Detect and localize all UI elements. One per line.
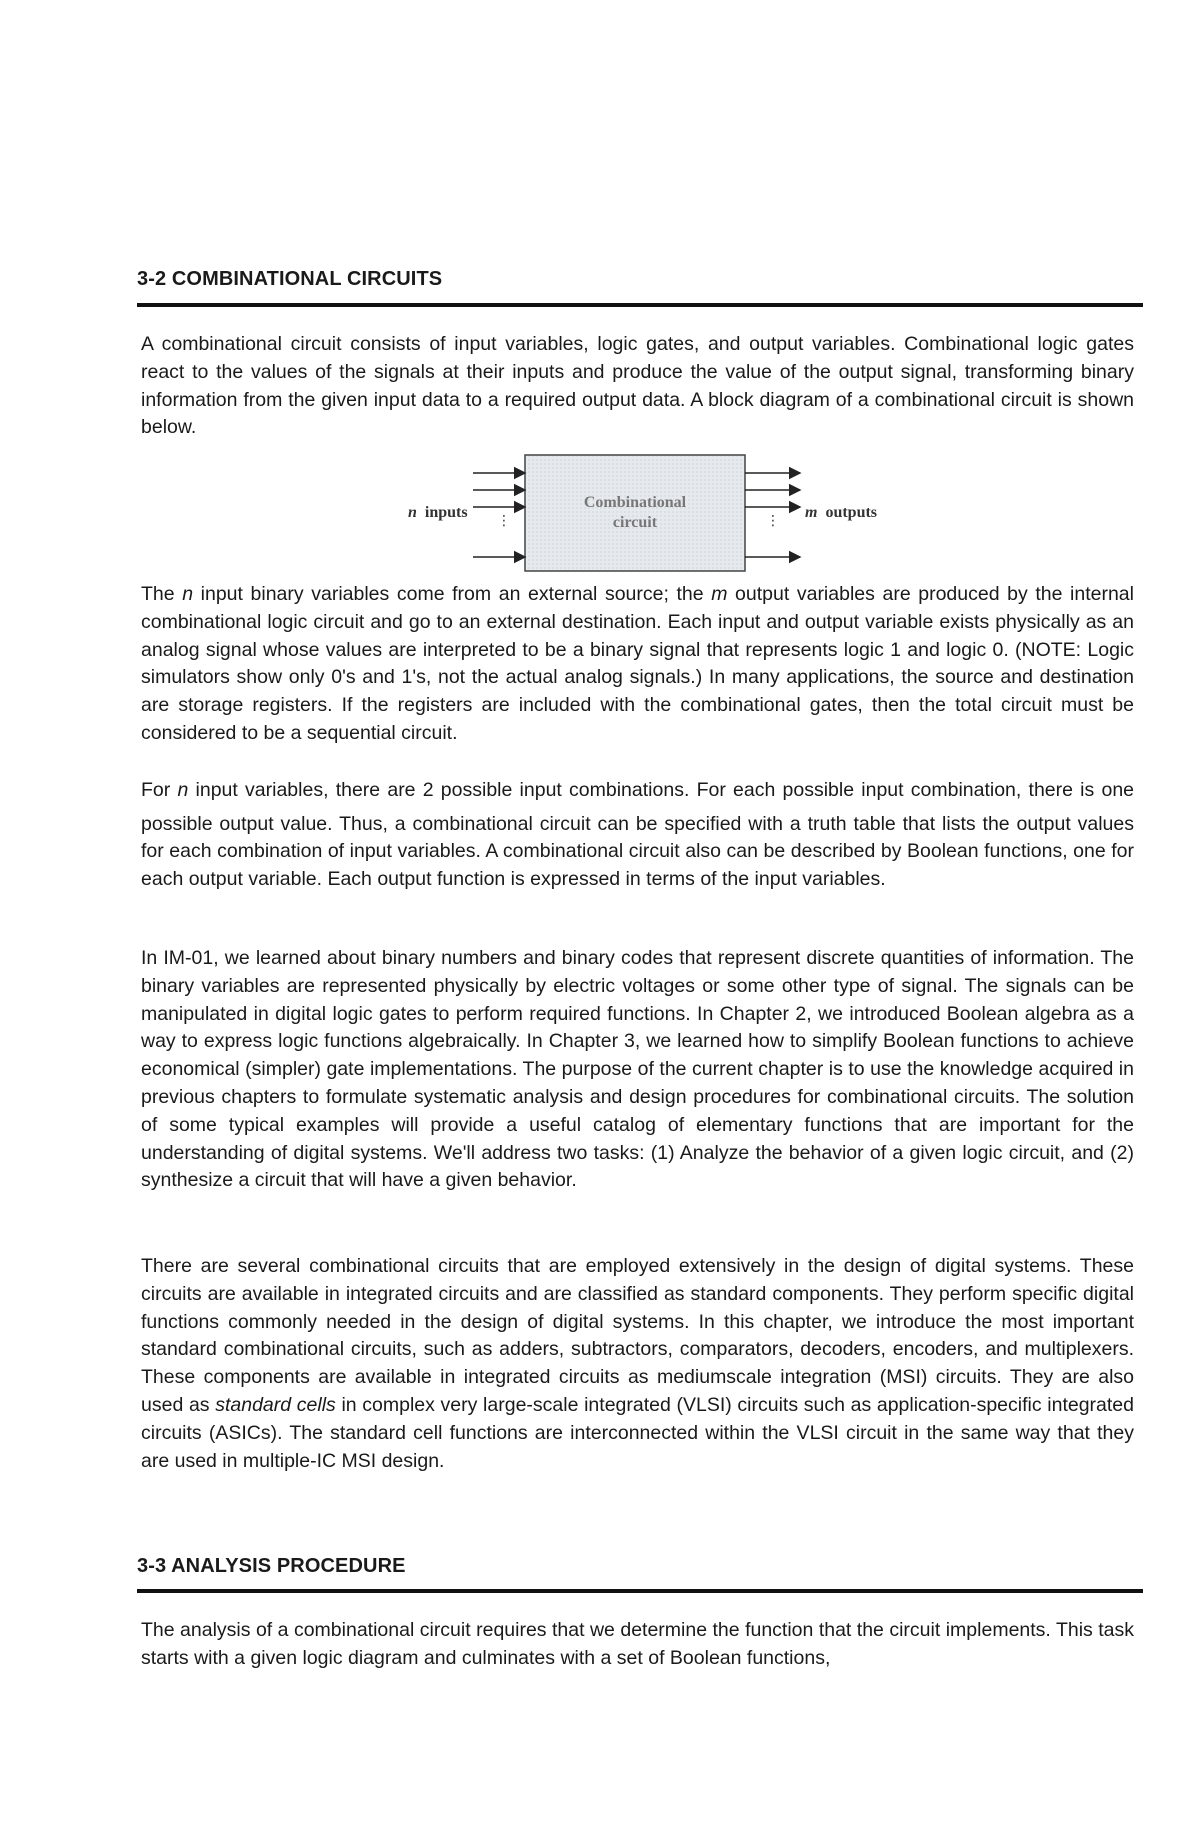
para3-text: possible input combinations. For each possible input combination, there is one possible output value. Thus, a combinational circuit can be specified with a truth table that lists the output values for each combination of input variables. A combinational circuit also can be described by: [141, 779, 1135, 863]
var-n: n: [177, 779, 189, 801]
section-heading-3-2: 3-2 COMBINATIONAL CIRCUITS: [137, 268, 443, 290]
inputs-label-var: n: [408, 504, 417, 521]
output-ellipsis: ⋮: [766, 512, 780, 528]
paragraph-standard-components: [141, 1253, 1134, 1475]
para2-text: output variables are produced by the internal combinational logic circuit and go to an external destination. Each input and output variable exists physically as an analog signal whose values are interpreted to be a binary signal that represents logic 1 and logic 0. (NOTE: Logic simulators show only 0's and 1's, not the actual analog signals.) In many applications, the source and destination are storage registers. If the registers are included with the combinational gates, then the total circuit must be considered to be a sequential circuit.: [141, 583, 1134, 744]
heading-rule: [137, 1589, 1143, 1593]
para5-text: There are several combinational circuits that are employed extensively in the design of digital systems. These circuits are available in integrated circuits and are classified as standard components. They perform specific digital functions commonly needed in the design of digital systems. In this chapter, we introduce the most important standard combinational circuits, such as adders, subtractors, comparators, decoders, encoders, and multiplexers. These components are available in integrated circuits as mediumscale integration (MSI) circuits. They are also used as: [141, 1255, 1134, 1416]
para3-text: input variables.: [754, 868, 886, 891]
input-ellipsis: ⋮: [497, 512, 511, 528]
heading-rule: [137, 303, 1143, 307]
inputs-label: [408, 504, 468, 521]
para5-text: in complex very large-scale integrated (VLSI) circuits such as application-specific integrated circuits (ASICs). The standard cell functions are interconnected within the VLSI circuit in the same way that they are used in multiple-IC MSI design.: [141, 1393, 1134, 1472]
outputs-label-var: m: [805, 504, 818, 521]
inputs-label-text: inputs: [424, 504, 468, 521]
circuit-box: [525, 455, 745, 571]
paragraph-background-text: In IM-01, we learned about binary numbers and binary codes that represent discrete quantities of information. The binary variables are represented physically by electric voltages or some other type of signal. The signals can be manipulated in digital logic gates to perform required functions. In Chapter 2, we introduced Boolean algebra as a way to express logic functions algebraically. In Chapter 3, we learned how to simplify Boolean functions to achieve economical (simpler) gate implementations. The purpose of the current chapter is to use the knowledge acquired in previous chapters to formulate systematic analysis and design procedures for combinational circuits. The solution of some typical examples will provide a useful catalog of elementary functions that are important for the understanding of digital systems. We'll address two tasks: (1) Analyze the behavior of a given logic circuit, and (2) synthesize a circuit that will have a given behavior.: [141, 947, 1134, 1192]
paragraph-analysis: [141, 1617, 1134, 1673]
combinational-circuit-block-diagram: [400, 447, 890, 575]
paragraph-background: [141, 945, 1134, 1195]
standard-cells-term: standard cells: [215, 1393, 336, 1416]
box-label-line1: Combinational: [583, 494, 687, 511]
var-m: m: [711, 583, 728, 605]
box-label-line2: circuit: [612, 514, 658, 531]
paragraph-io-variables: [141, 581, 1134, 748]
var-n: n: [182, 583, 194, 605]
outputs-label-text: outputs: [825, 504, 878, 521]
paragraph-input-combinations: [141, 777, 1134, 894]
para2-text: The: [141, 583, 183, 605]
paragraph-analysis-text: The analysis of a combinational circuit requires that we determine the function that the circuit implements. This task starts with a given logic diagram and culminates with a set of Boolean functions,: [141, 1619, 1134, 1669]
para3-text: For: [141, 779, 178, 801]
section-heading-3-3: 3-3 ANALYSIS PROCEDURE: [137, 1555, 406, 1577]
para2-text: input binary variables come from an external source; the: [193, 583, 712, 605]
paragraph-intro-text: A combinational circuit consists of input variables, logic gates, and output variables. Combinational logic gates react to the values of the signals at their inputs and produce the value of the output signal, transforming binary information from the given input data to a required output data. A block diagram of a combinational circuit is shown below.: [141, 333, 1134, 439]
para3-text: Boolean functions, one for each output variable. Each output function is expressed in terms of the: [141, 840, 1134, 891]
outputs-label: [805, 504, 877, 521]
paragraph-intro: [141, 331, 1134, 442]
para3-text: input variables, there are 2: [188, 779, 434, 801]
